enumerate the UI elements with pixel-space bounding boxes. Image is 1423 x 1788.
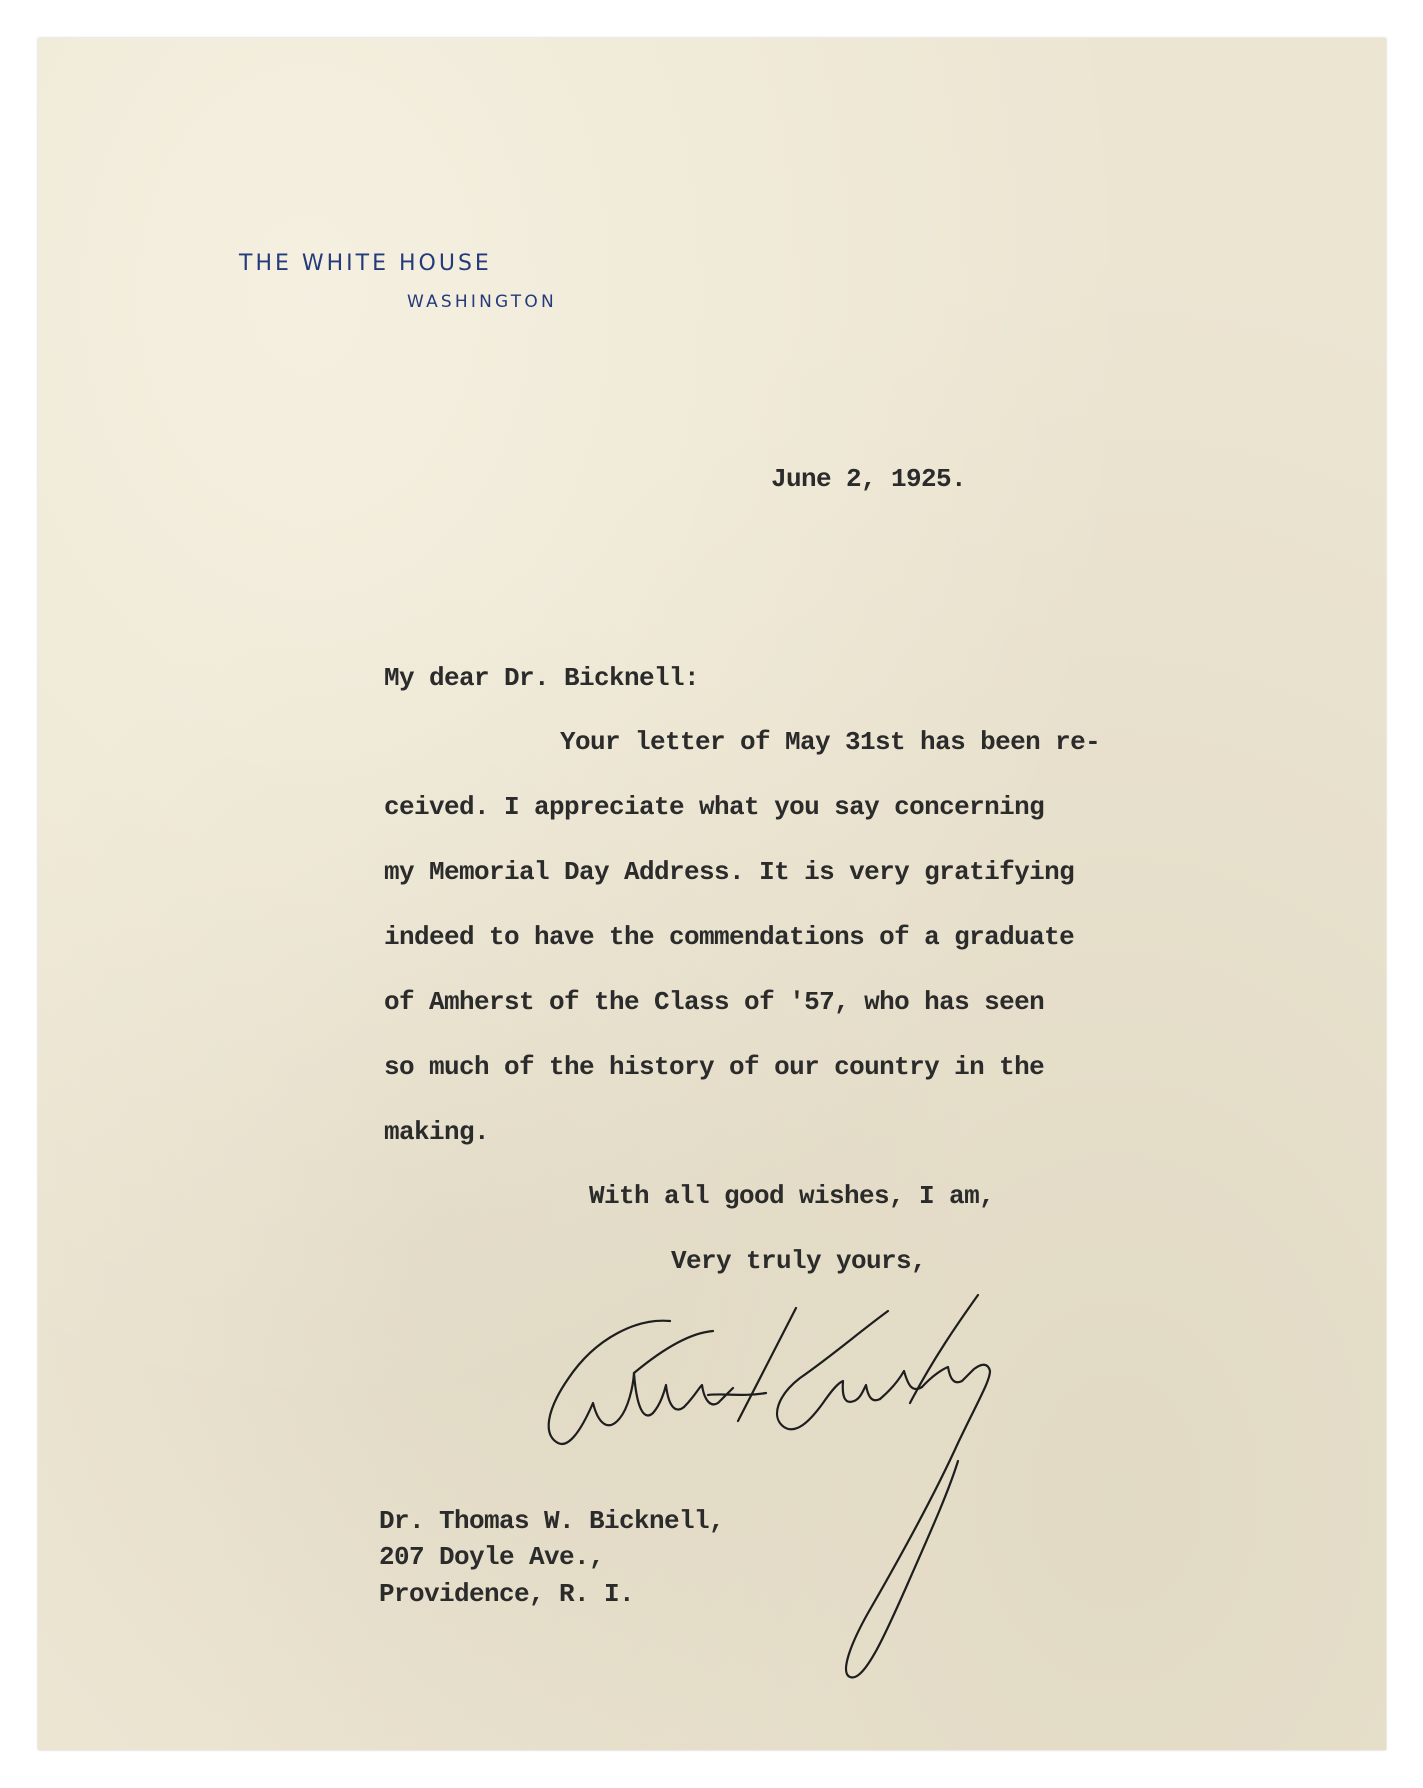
- body-line: ceived. I appreciate what you say concerning: [384, 792, 1045, 822]
- body-line: of Amherst of the Class of '57, who has seen: [384, 987, 1045, 1017]
- recipient-street: 207 Doyle Ave.,: [379, 1542, 605, 1572]
- body-line: so much of the history of our country in the: [384, 1052, 1045, 1082]
- body-line: making.: [384, 1117, 490, 1147]
- body-line: my Memorial Day Address. It is very gratifying: [384, 857, 1075, 887]
- letter-page: [38, 38, 1386, 1750]
- letter-date: June 2, 1925.: [771, 464, 967, 494]
- letterhead-title: THE WHITE HOUSE: [239, 251, 492, 276]
- recipient-name: Dr. Thomas W. Bicknell,: [379, 1506, 725, 1536]
- letterhead-subtitle: WASHINGTON: [407, 292, 557, 312]
- recipient-city: Providence, R. I.: [379, 1579, 635, 1609]
- body-line: indeed to have the commendations of a graduate: [384, 922, 1075, 952]
- salutation: My dear Dr. Bicknell:: [384, 663, 700, 693]
- closing: Very truly yours,: [671, 1246, 927, 1276]
- closing-wishes: With all good wishes, I am,: [589, 1181, 995, 1211]
- handwritten-signature: [538, 1293, 1158, 1783]
- body-line: Your letter of May 31st has been re-: [560, 727, 1101, 757]
